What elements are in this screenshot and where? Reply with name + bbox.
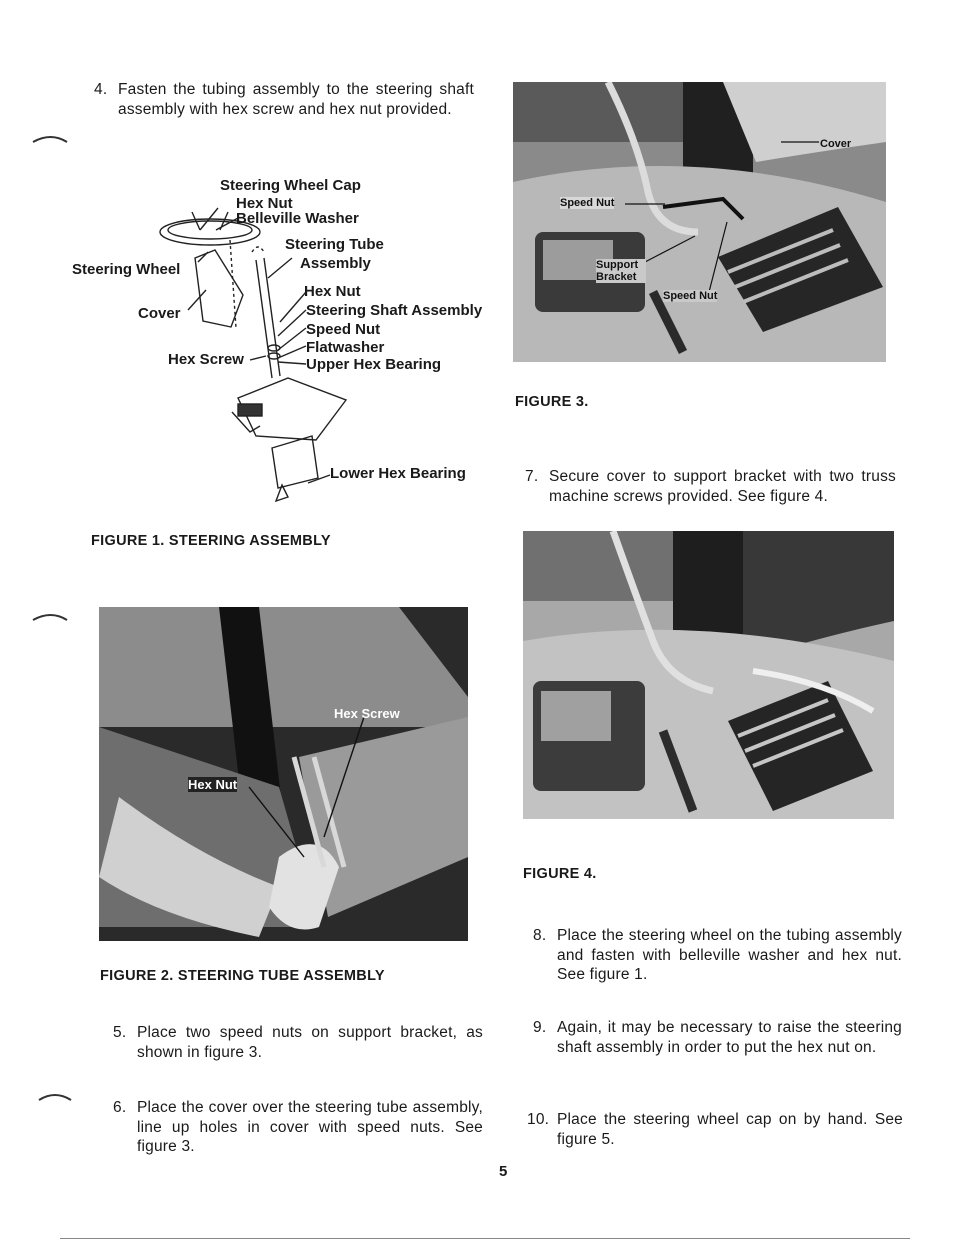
label-hex-nut: Hex Nut	[304, 283, 361, 300]
label-steering-wheel-cap: Steering Wheel Cap	[220, 177, 361, 194]
step-4	[94, 80, 474, 119]
step-text: Place two speed nuts on support bracket, as shown in figure 3.	[137, 1024, 483, 1061]
figure-3-caption: FIGURE 3.	[515, 394, 589, 410]
step-number: 7.	[525, 468, 539, 485]
step-6	[113, 1098, 483, 1157]
step-text: Place the steering wheel cap on by hand. See figure 5.	[557, 1111, 903, 1148]
figure-4-caption: FIGURE 4.	[523, 866, 597, 882]
step-number: 10.	[527, 1111, 550, 1128]
label-belleville-washer: Belleville Washer	[236, 210, 359, 227]
step-text: Again, it may be necessary to raise the steering shaft assembly in order to put the hex nut on.	[557, 1019, 902, 1056]
binder-marks	[25, 120, 95, 1220]
step-number: 8.	[533, 927, 547, 944]
step-7	[525, 467, 896, 506]
step-text: Place the cover over the steering tube assembly, line up holes in cover with speed nuts. See figure 3.	[137, 1099, 483, 1155]
step-5	[113, 1023, 483, 1062]
label-steering-wheel: Steering Wheel	[72, 261, 181, 278]
label-hex-screw: Hex Screw	[168, 351, 244, 368]
step-number: 5.	[113, 1024, 127, 1041]
step-number: 6.	[113, 1099, 127, 1116]
figure-3-photo	[513, 82, 886, 362]
step-text: Secure cover to support bracket with two truss machine screws provided. See figure 4.	[549, 468, 896, 505]
fig2-label-hex-screw: Hex Screw	[334, 706, 400, 721]
figure-2-photo	[99, 607, 468, 941]
label-flatwasher: Flatwasher	[306, 339, 385, 356]
fig2-label-hex-nut: Hex Nut	[188, 777, 238, 792]
step-number: 9.	[533, 1019, 547, 1036]
fig3-label-support-bracket: Support Bracket	[596, 259, 646, 283]
label-lower-hex-bearing: Lower Hex Bearing	[330, 465, 466, 482]
step-number: 4.	[94, 81, 108, 98]
step-9	[533, 1018, 902, 1057]
step-10	[527, 1110, 903, 1149]
bottom-rule	[60, 1238, 910, 1239]
label-steering-tube: Steering Tube	[285, 236, 384, 253]
label-hex-nut-top: Hex Nut	[236, 195, 293, 212]
label-steering-shaft-assembly: Steering Shaft Assembly	[306, 302, 483, 319]
fig3-label-speed-nut-b: Speed Nut	[663, 290, 718, 302]
label-steering-tube-assembly: Assembly	[300, 255, 371, 272]
fig3-label-speed-nut-a: Speed Nut	[560, 197, 615, 209]
step-8	[533, 926, 902, 985]
figure-2-caption: FIGURE 2. STEERING TUBE ASSEMBLY	[100, 968, 385, 984]
step-text: Fasten the tubing assembly to the steering shaft assembly with hex screw and hex nut provided.	[118, 81, 474, 118]
label-speed-nut: Speed Nut	[306, 321, 381, 338]
figure-4-photo	[523, 531, 894, 819]
step-text: Place the steering wheel on the tubing assembly and fasten with belleville washer and hex nut. See figure 1.	[557, 927, 902, 983]
page-number: 5	[499, 1163, 508, 1180]
label-cover: Cover	[138, 305, 181, 322]
fig3-label-cover: Cover	[820, 138, 852, 150]
figure-1-caption: FIGURE 1. STEERING ASSEMBLY	[91, 533, 331, 549]
label-upper-hex-bearing: Upper Hex Bearing	[306, 356, 442, 373]
